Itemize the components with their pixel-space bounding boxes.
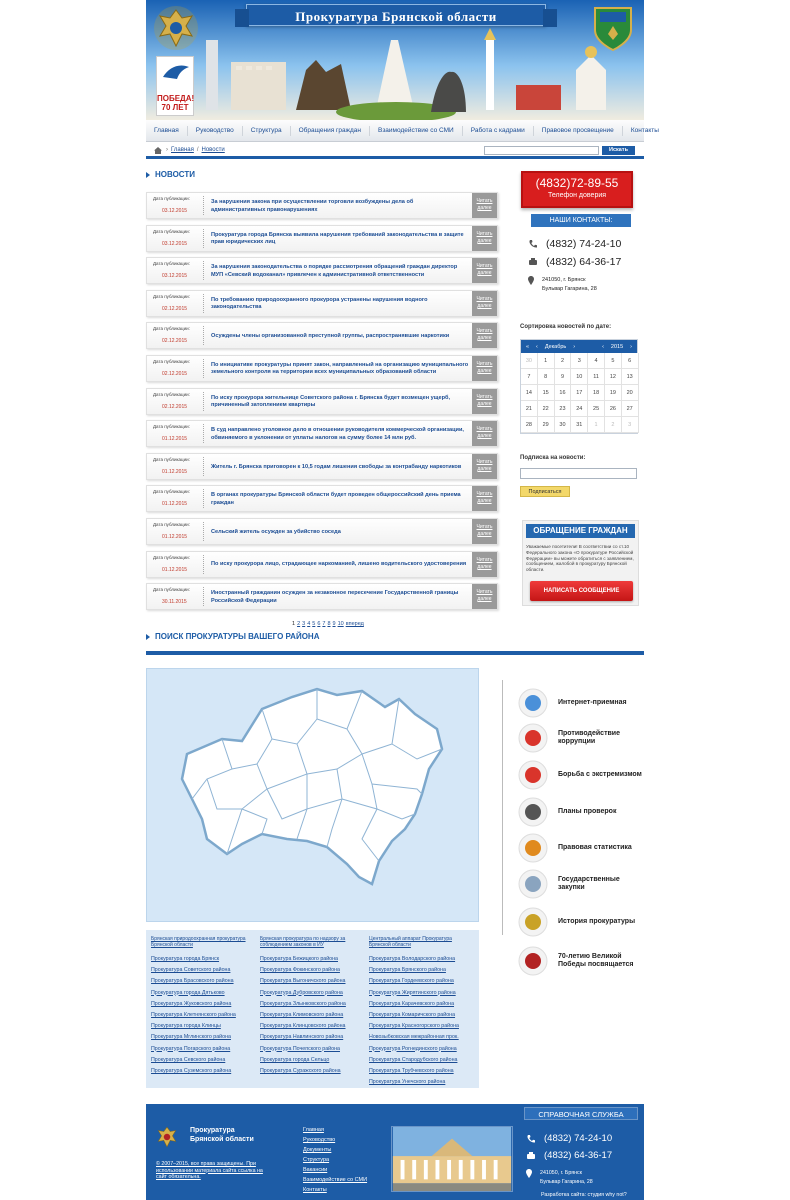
news-date-label: Дата публикации: <box>153 293 190 299</box>
calendar-day[interactable]: 7 <box>521 369 538 385</box>
news-date: 02.12.2015 <box>162 370 188 377</box>
stop-icon <box>518 760 548 790</box>
footer-nav-link[interactable]: Вакансии <box>303 1167 328 1173</box>
section-arrow-icon <box>146 172 150 178</box>
breadcrumb-bar <box>146 142 644 159</box>
contacts-address-row <box>528 276 597 294</box>
calendar-day[interactable]: 26 <box>605 401 622 417</box>
news-date-label: Дата публикации: <box>153 489 190 495</box>
nav-contacts[interactable]: Контакты <box>630 126 659 134</box>
cart-icon <box>518 869 548 899</box>
citizen-appeal-box <box>522 520 639 606</box>
calendar-day[interactable]: 4 <box>588 353 605 369</box>
calendar-day[interactable]: 20 <box>622 385 639 401</box>
news-date: 01.12.2015 <box>162 468 188 475</box>
news-title: За нарушения закона при осуществлении торговли возбуждены дела об административных правонарушениях <box>211 199 414 213</box>
read-more-button[interactable]: Читать далее <box>472 323 497 348</box>
district-col-1-head[interactable]: Брянская природоохранная прокуратура Брянской области <box>151 936 246 948</box>
site-title: Прокуратура Брянской области <box>295 9 497 24</box>
calendar-header <box>521 340 637 353</box>
district-prosecutor-link[interactable]: Прокуратура Почепского района <box>260 1045 340 1052</box>
news-title-link[interactable] <box>211 327 469 346</box>
news-separator <box>203 392 204 411</box>
news-date-label: Дата публикации: <box>153 456 190 462</box>
district-prosecutor-link[interactable]: Прокуратура Злынковского района <box>260 1000 346 1007</box>
footer-phone-row-2 <box>526 1150 612 1161</box>
footer-developer-credit[interactable]: Разработка сайта: студия why not? <box>541 1192 627 1198</box>
search-button[interactable]: Искать <box>602 146 635 155</box>
service-link-label: Борьба с экстремизмом <box>558 771 642 778</box>
service-link[interactable] <box>518 946 648 976</box>
location-pin-icon <box>526 1169 532 1178</box>
service-link-label: 70-летию Великой Победы посвящается <box>558 953 634 968</box>
calendar-day[interactable]: 8 <box>538 369 555 385</box>
district-prosecutor-link[interactable]: Прокуратура Трубчевского района <box>369 1067 454 1074</box>
fax-icon <box>526 1151 536 1161</box>
news-separator <box>203 326 204 345</box>
nav-home[interactable]: Главная <box>146 126 188 136</box>
news-item <box>146 420 498 447</box>
district-prosecutor-link[interactable]: Прокуратура Брасовского района <box>151 978 234 985</box>
calendar-day[interactable]: 18 <box>588 385 605 401</box>
calendar-year: 2015 <box>610 343 624 350</box>
news-date: 03.12.2015 <box>162 273 188 280</box>
news-separator <box>203 294 204 313</box>
news-item <box>146 355 498 382</box>
pager-link[interactable]: 7 <box>322 621 326 627</box>
contacts-title: НАШИ КОНТАКТЫ: <box>531 214 631 227</box>
location-pin-icon <box>528 276 534 285</box>
news-date-label: Дата публикации: <box>153 228 190 234</box>
news-separator <box>203 261 204 280</box>
district-prosecutor-link[interactable]: Прокуратура Володарского района <box>369 956 456 962</box>
pager-link[interactable]: 2 <box>297 621 301 627</box>
district-search-heading <box>146 632 319 641</box>
calendar-day[interactable]: 16 <box>555 385 572 401</box>
read-more-button[interactable]: Читать далее <box>472 584 497 609</box>
district-prosecutor-link[interactable]: Прокуратура Суражского района <box>260 1067 341 1074</box>
phone-icon <box>528 239 538 249</box>
calendar-month: Декабрь <box>544 343 567 350</box>
news-item <box>146 518 498 545</box>
district-col-3-list <box>369 956 474 1090</box>
reception-icon <box>518 688 548 718</box>
dove-icon <box>157 57 195 87</box>
read-more-button[interactable]: Читать далее <box>472 389 497 414</box>
district-col-2 <box>260 936 365 1079</box>
news-title-link[interactable] <box>211 262 469 281</box>
news-separator <box>203 424 204 443</box>
calendar-day[interactable]: 30 <box>521 353 538 369</box>
service-link[interactable] <box>518 907 648 937</box>
help-service-title: СПРАВОЧНАЯ СЛУЖБА <box>524 1107 638 1120</box>
read-more-button[interactable]: Читать далее <box>472 226 497 251</box>
calendar-day[interactable]: 17 <box>571 385 588 401</box>
read-more-button[interactable]: Читать далее <box>472 421 497 446</box>
service-link[interactable] <box>518 760 648 790</box>
news-calendar <box>520 339 638 434</box>
news-title: Иностранный гражданин осужден за незаконное пересечение Государственной границы Российской Федерации <box>211 590 459 604</box>
service-link-label: Планы проверок <box>558 808 617 815</box>
news-item <box>146 192 498 219</box>
district-heading-text: ПОИСК ПРОКУРАТУРЫ ВАШЕГО РАЙОНА <box>155 632 320 641</box>
news-date: 02.12.2015 <box>162 305 188 312</box>
footer-nav-link[interactable]: Структура <box>303 1157 330 1163</box>
service-link-label: История прокуратуры <box>558 918 636 925</box>
trust-phone-number: (4832)72-89-55 <box>535 176 619 190</box>
pager-link[interactable]: 9 <box>332 621 336 627</box>
news-title: В суд направлено уголовное дело в отношении руководителя коммерческой организации, обвиняемого в уклонении от уплаты налогов на сумму более 14 млн руб. <box>211 427 464 441</box>
news-title-link[interactable] <box>211 425 469 444</box>
news-date: 02.12.2015 <box>162 403 188 410</box>
district-prosecutor-links <box>146 930 479 1088</box>
calendar-day[interactable]: 25 <box>588 401 605 417</box>
district-prosecutor-link[interactable]: Прокуратура города Сельцо <box>260 1056 330 1063</box>
footer-phone-1: (4832) 74-24-10 <box>544 1133 613 1144</box>
news-date-label: Дата публикации: <box>153 391 190 397</box>
header-title-banner <box>246 4 546 26</box>
appeal-title: ОБРАЩЕНИЕ ГРАЖДАН <box>526 524 635 538</box>
news-date: 03.12.2015 <box>162 240 188 247</box>
footer-navigation <box>303 1125 367 1195</box>
footer-address-row <box>526 1169 593 1187</box>
news-separator <box>203 229 204 248</box>
district-prosecutor-link[interactable]: Прокуратура Гордеевского района <box>369 978 454 985</box>
site-footer <box>146 1104 644 1200</box>
write-message-button[interactable]: НАПИСАТЬ СООБЩЕНИЕ <box>530 581 633 601</box>
contacts-phone-2: (4832) 64-36-17 <box>546 256 622 268</box>
news-title: Осуждены члены организованной преступной группы, распространявшие наркотики <box>211 333 450 340</box>
news-item <box>146 485 498 512</box>
footer-nav-link[interactable]: Контакты <box>303 1187 327 1193</box>
main-navigation <box>146 120 659 142</box>
footer-nav-link[interactable]: Руководство <box>303 1137 336 1143</box>
calendar-day[interactable]: 14 <box>521 385 538 401</box>
vertical-divider <box>502 680 503 935</box>
site-header <box>146 0 644 120</box>
district-prosecutor-link[interactable]: Прокуратура Красногорского района <box>369 1023 459 1030</box>
news-date-label: Дата публикации: <box>153 261 190 267</box>
calendar-next-year[interactable]: › <box>630 343 632 350</box>
footer-nav-link[interactable]: Взаимодействие со СМИ <box>303 1177 368 1183</box>
calendar-day[interactable]: 23 <box>555 401 572 417</box>
news-pagination <box>292 621 364 627</box>
victory-icon <box>518 946 548 976</box>
news-date: 02.12.2015 <box>162 338 188 345</box>
calendar-day[interactable]: 3 <box>622 417 639 433</box>
calendar-day[interactable]: 5 <box>605 353 622 369</box>
calendar-prev-year-2[interactable]: ‹ <box>602 343 604 350</box>
district-prosecutor-link[interactable]: Прокуратура Мглинского района <box>151 1034 231 1041</box>
district-prosecutor-link[interactable]: Прокуратура Климовского района <box>260 1011 344 1018</box>
news-item <box>146 290 498 317</box>
news-heading <box>146 170 195 179</box>
news-title-link[interactable] <box>211 490 469 509</box>
news-separator <box>203 555 204 574</box>
service-link-label: Государственные закупки <box>558 876 620 891</box>
service-link-label: Интернет-приемная <box>558 699 627 706</box>
footer-city-photo <box>391 1126 513 1192</box>
news-heading-text: НОВОСТИ <box>155 170 196 179</box>
calendar-day[interactable]: 13 <box>622 369 639 385</box>
news-title-link[interactable] <box>211 295 469 314</box>
district-prosecutor-link[interactable]: Прокуратура Рогнединского района <box>369 1045 457 1052</box>
service-link[interactable] <box>518 833 648 863</box>
news-date-label: Дата публикации: <box>153 554 190 560</box>
service-link[interactable] <box>518 797 648 827</box>
news-list <box>146 192 498 616</box>
district-col-1-list <box>151 956 256 1079</box>
news-title: По требованию природоохранного прокурора устранены нарушения водного законодательства <box>211 296 428 311</box>
nav-legal-education[interactable]: Правовое просвещение <box>534 126 623 136</box>
news-title-link[interactable] <box>211 556 469 575</box>
news-title: В органах прокуратуры Брянской области будет проведен общероссийский день приема граждан <box>211 492 461 506</box>
calendar-next-month[interactable]: › <box>573 343 576 350</box>
read-more-button[interactable]: Читать далее <box>472 519 497 544</box>
contacts-phone-1: (4832) 74-24-10 <box>546 238 622 250</box>
district-prosecutor-link[interactable]: Прокуратура Суземского района <box>151 1067 232 1074</box>
calendar-day[interactable]: 10 <box>571 369 588 385</box>
subscribe-email-input[interactable] <box>520 468 637 479</box>
footer-phone-row-1 <box>526 1133 612 1144</box>
news-title-link[interactable] <box>211 588 469 607</box>
district-prosecutor-link[interactable]: Прокуратура Карачевского района <box>369 1000 455 1007</box>
district-col-1 <box>151 936 256 1079</box>
phone-icon <box>526 1134 536 1144</box>
district-col-2-head[interactable]: Брянская прокуратура по надзору за соблюдением законов в ИУ <box>260 936 346 948</box>
footer-phone-2: (4832) 64-36-17 <box>544 1150 613 1161</box>
region-map-outline <box>182 689 442 884</box>
nav-structure[interactable]: Структура <box>243 126 291 136</box>
news-title: По иску прокурора лицо, страдающее наркоманией, лишено водительского удостоверения <box>211 561 467 568</box>
district-prosecutor-link[interactable]: Прокуратура Комаричского района <box>369 1011 456 1018</box>
service-link[interactable] <box>518 688 648 718</box>
news-title-link[interactable] <box>211 197 469 216</box>
calendar-day[interactable]: 21 <box>521 401 538 417</box>
news-date: 01.12.2015 <box>162 436 188 443</box>
calendar-day[interactable]: 31 <box>571 417 588 433</box>
breadcrumb <box>166 147 225 153</box>
breadcrumb-arrow-icon: › <box>166 147 168 153</box>
bryansk-region-map <box>147 669 480 923</box>
service-link-label: Правовая статистика <box>558 844 632 851</box>
news-item <box>146 257 498 284</box>
district-prosecutor-link[interactable]: Прокуратура Клинцовского района <box>260 1023 346 1030</box>
pager-link[interactable]: 5 <box>312 621 316 627</box>
news-separator <box>203 457 204 476</box>
calendar-day[interactable]: 27 <box>622 401 639 417</box>
home-icon[interactable] <box>154 147 162 154</box>
district-col-3-head[interactable]: Центральный аппарат Прокуратура Брянской области <box>369 936 452 948</box>
news-separator <box>203 587 204 606</box>
news-title-link[interactable] <box>211 393 469 412</box>
district-prosecutor-link[interactable]: Прокуратура Клетнянского района <box>151 1011 236 1018</box>
search-input[interactable] <box>484 146 599 155</box>
district-col-3 <box>369 936 474 1090</box>
appeal-text: Уважаемые посетители! В соответствии со ст.10 Федерального закона «О прокуратуре Российской Федерации» вы можете обратиться с заявлением, сообщением, жалобой в прокуратуру Брянской области. <box>526 544 634 573</box>
district-col-2-list <box>260 956 365 1079</box>
subscribe-button[interactable]: Подписаться <box>520 486 570 497</box>
contacts-fax-row <box>528 256 621 268</box>
news-date-label: Дата публикации: <box>153 521 190 527</box>
district-prosecutor-link[interactable]: Прокуратура Унечского района <box>369 1079 446 1086</box>
service-link[interactable] <box>518 723 648 753</box>
trust-phone-box[interactable] <box>521 171 633 208</box>
news-item <box>146 583 498 610</box>
pager-link[interactable]: 6 <box>317 621 321 627</box>
calendar-day[interactable]: 24 <box>571 401 588 417</box>
calendar-day[interactable]: 2 <box>555 353 572 369</box>
statistics-icon <box>518 833 548 863</box>
news-date: 01.12.2015 <box>162 533 188 540</box>
district-prosecutor-link[interactable]: Прокуратура Дубровского района <box>260 989 343 996</box>
service-link-label: Противодействие коррупции <box>558 730 620 745</box>
footer-nav-link[interactable]: Главная <box>303 1127 324 1133</box>
calendar-day[interactable]: 30 <box>555 417 572 433</box>
calendar-day[interactable]: 28 <box>521 417 538 433</box>
news-title-link[interactable] <box>211 230 469 249</box>
calendar-day[interactable]: 29 <box>538 417 555 433</box>
pager-link[interactable]: вперед <box>345 621 364 627</box>
footer-nav-link[interactable]: Документы <box>303 1147 332 1153</box>
district-prosecutor-link[interactable]: Прокуратура Погарского района <box>151 1045 231 1052</box>
news-title: По иску прокурора жительнице Советского района г. Брянска будет возмещен ущерб, причиненный затоплением квартиры <box>211 394 450 409</box>
footer-copyright[interactable]: © 2007–2015, все права защищены. При использовании материала сайта ссылка на сайт обязательна. <box>156 1161 263 1180</box>
calendar-day[interactable]: 1 <box>538 353 555 369</box>
calendar-day[interactable]: 2 <box>605 417 622 433</box>
subscribe-label: Подписка на новости: <box>520 455 586 461</box>
trust-phone-label: Телефон доверия <box>547 192 607 199</box>
district-prosecutor-link[interactable]: Прокуратура Севского района <box>151 1056 226 1063</box>
calendar-day[interactable]: 9 <box>555 369 572 385</box>
news-title: Сельский житель осужден за убийство соседа <box>211 528 341 535</box>
district-prosecutor-link[interactable]: Прокуратура Фокинского района <box>260 967 340 974</box>
pager-link[interactable]: 8 <box>327 621 331 627</box>
calendar-prev-year[interactable]: « <box>526 343 530 350</box>
news-title: Житель г. Брянска приговорен к 10,5 годам лишения свободы за контрабанду наркотиков <box>211 463 462 470</box>
calendar-day[interactable]: 19 <box>605 385 622 401</box>
district-prosecutor-link[interactable]: Прокуратура Жуковского района <box>151 1000 232 1007</box>
region-coat-of-arms-icon <box>590 4 636 52</box>
district-prosecutor-link[interactable]: Прокуратура Стародубского района <box>369 1056 458 1063</box>
news-date-label: Дата публикации: <box>153 196 190 201</box>
calendar-day[interactable]: 15 <box>538 385 555 401</box>
news-title-link[interactable] <box>211 523 469 542</box>
district-prosecutor-link[interactable]: Прокуратура Выгоничского района <box>260 978 346 985</box>
fax-icon <box>528 257 538 267</box>
breadcrumb-home-link[interactable]: Главная <box>171 147 194 153</box>
footer-address: 241050, г. Брянск Бульвар Гагарина, 28 <box>540 1170 593 1185</box>
pager-link[interactable]: 10 <box>337 621 344 627</box>
read-more-button[interactable]: Читать далее <box>472 552 497 577</box>
news-date-label: Дата публикации: <box>153 424 190 430</box>
read-more-button[interactable]: Читать далее <box>472 291 497 316</box>
news-separator <box>203 522 204 541</box>
region-map <box>146 668 479 922</box>
read-more-button[interactable]: Читать далее <box>472 486 497 511</box>
victory-badge-text: ПОБЕДА! 70 ЛЕТ <box>157 94 195 112</box>
news-date: 03.12.2015 <box>162 208 188 214</box>
anticorruption-icon <box>518 723 548 753</box>
news-title: По инициативе прокуратуры принят закон, направленный на организацию муниципального земельного контроля на территории всех муниципальных образований области <box>211 361 469 376</box>
people-icon <box>518 797 548 827</box>
nav-media[interactable]: Взаимодействие со СМИ <box>370 126 463 136</box>
news-item <box>146 225 498 252</box>
breadcrumb-current[interactable]: Новости <box>201 147 225 153</box>
victory-70-badge[interactable] <box>156 56 194 116</box>
eagle-icon <box>518 907 548 937</box>
news-date-label: Дата публикации: <box>153 358 190 364</box>
news-title: Прокуратура города Брянска выявила нарушения требований законодательства в защите прав юридических лиц <box>211 231 464 246</box>
pager-link[interactable]: 3 <box>302 621 306 627</box>
news-item <box>146 551 498 578</box>
news-date: 01.12.2015 <box>162 566 188 573</box>
news-date: 30.11.2015 <box>162 599 187 606</box>
news-item <box>146 388 498 415</box>
news-date: 01.12.2015 <box>162 501 188 508</box>
contacts-address: 241050, г. Брянск Бульвар Гагарина, 28 <box>542 277 597 292</box>
nav-careers[interactable]: Работа с кадрами <box>463 126 534 136</box>
district-prosecutor-link[interactable]: Прокуратура Навлинского района <box>260 1034 344 1041</box>
news-date-label: Дата публикации: <box>153 587 190 593</box>
news-title-link[interactable] <box>211 360 469 379</box>
calendar-grid <box>521 353 637 433</box>
calendar-day[interactable]: 3 <box>571 353 588 369</box>
read-more-button[interactable]: Читать далее <box>472 193 497 218</box>
calendar-day[interactable]: 12 <box>605 369 622 385</box>
pager-current-page[interactable]: 1 <box>292 621 296 627</box>
news-separator <box>203 196 204 215</box>
district-prosecutor-link[interactable]: Новозыбковская межрайонная прок. <box>369 1034 459 1041</box>
section-divider <box>146 651 644 655</box>
calendar-prev-month[interactable]: ‹ <box>536 343 538 350</box>
district-prosecutor-link[interactable]: Прокуратура города Брянск <box>151 956 220 962</box>
district-prosecutor-link[interactable]: Прокуратура Жирятинского района <box>369 989 456 996</box>
calendar-day[interactable]: 6 <box>622 353 639 369</box>
pager-link[interactable]: 4 <box>307 621 311 627</box>
section-arrow-icon <box>146 634 150 640</box>
service-link[interactable] <box>518 869 648 899</box>
breadcrumb-separator: / <box>196 147 199 153</box>
news-item <box>146 322 498 349</box>
read-more-button[interactable]: Читать далее <box>472 454 497 479</box>
news-date-label: Дата публикации: <box>153 326 190 332</box>
district-prosecutor-link[interactable]: Прокуратура города Дятьково <box>151 989 225 996</box>
footer-org-name: Прокуратура Брянской области <box>190 1127 254 1143</box>
prosecutor-emblem-icon[interactable] <box>152 4 200 52</box>
read-more-button[interactable]: Читать далее <box>472 356 497 381</box>
nav-leadership[interactable]: Руководство <box>188 126 243 136</box>
footer-emblem-icon <box>154 1124 180 1150</box>
district-prosecutor-link[interactable]: Прокуратура Советского района <box>151 967 231 974</box>
news-item <box>146 453 498 480</box>
contacts-phone-row <box>528 238 621 250</box>
read-more-button[interactable]: Читать далее <box>472 258 497 283</box>
district-prosecutor-link[interactable]: Прокуратура Брянского района <box>369 967 446 974</box>
calendar-label: Сортировка новостей по дате: <box>520 324 612 330</box>
district-prosecutor-link[interactable]: Прокуратура города Клинцы <box>151 1023 221 1030</box>
news-title-link[interactable] <box>211 458 469 477</box>
district-prosecutor-link[interactable]: Прокуратура Бежицкого района <box>260 956 338 962</box>
news-separator <box>203 489 204 508</box>
calendar-day[interactable]: 22 <box>538 401 555 417</box>
calendar-day[interactable]: 11 <box>588 369 605 385</box>
nav-citizen-appeals[interactable]: Обращения граждан <box>291 126 370 136</box>
calendar-day[interactable]: 1 <box>588 417 605 433</box>
news-separator <box>203 359 204 378</box>
news-title: За нарушения законодательства о порядке рассмотрения обращений граждан директор МУП «Севский водоканал» привлечен к административной ответственности <box>211 264 458 278</box>
